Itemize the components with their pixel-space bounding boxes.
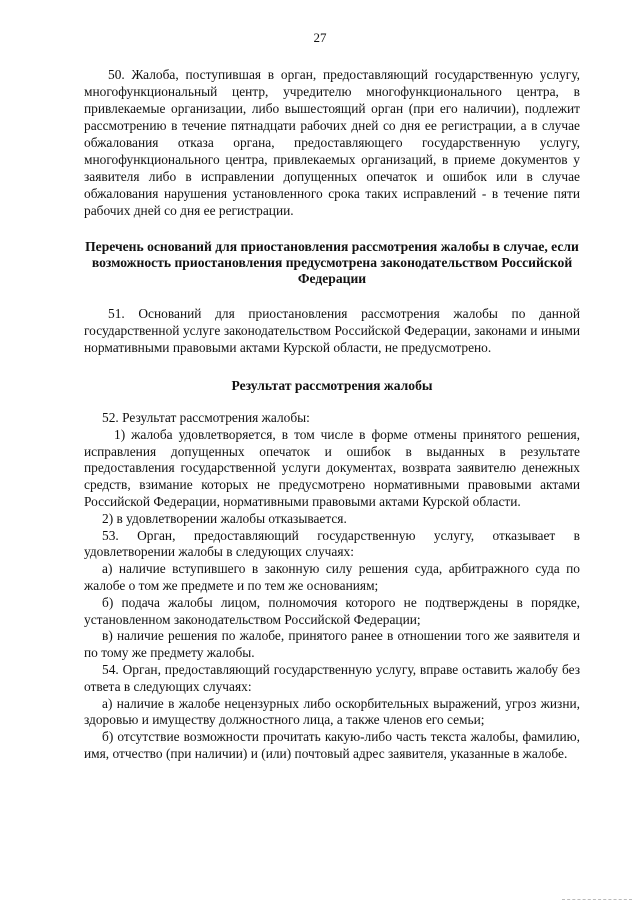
paragraph-52: 52. Результат рассмотрения жалобы: [102, 410, 310, 425]
paragraph-53-item-b: б) подача жалобы лицом, полномочия которого не подтверждены в порядке, установленном законодательством Российской Федерации; [84, 594, 580, 627]
paragraph-51: 51. Оснований для приостановления рассмотрения жалобы по данной государственной услуге законодательством Российской Федерации, законами и иными нормативными правовыми актами Курской области, не предусмотрено. [84, 306, 580, 355]
paragraph-53-item-c: в) наличие решения по жалобе, принятого ранее в отношении того же заявителя и по тому же предмету жалобы. [84, 628, 580, 661]
paragraph-52-item-2: 2) в удовлетворении жалобы отказывается. [102, 510, 347, 526]
heading-complaint-result: Результат рассмотрения жалобы [231, 378, 433, 393]
heading-suspension-grounds: Перечень оснований для приостановления рассмотрения жалобы в случае, если возможность приостановления предусмотрена законодательством Российской Федерации [85, 239, 579, 286]
paragraph-50: 50. Жалоба, поступившая в орган, предоставляющий государственную услугу, многофункциональный центр, учредителю многофункционального центра, в привлекаемые организации, либо вышестоящий орган (при его наличии), подлежит рассмотрению в течение пятнадцати рабочих дней со дня ее регистрации, а в случае обжалования отказа органа, предоставляющего государственную услугу, многофункционального центра, привлекаемых организаций, в приеме документов у заявителя либо в исправлении допущенных опечаток и ошибок или в случае обжалования нарушения установленного срока таких исправлений - в течение пяти рабочих дней со дня ее регистрации. [84, 67, 580, 218]
paragraph-53-item-a: а) наличие вступившего в законную силу решения суда, арбитражного суда по жалобе о том же предмете и по тем же основаниям; [84, 561, 580, 593]
paragraph-54: 54. Орган, предоставляющий государственную услугу, вправе оставить жалобу без ответа в следующих случаях: [84, 661, 580, 694]
paragraph-52-item-1: 1) жалоба удовлетворяется, в том числе в форме отмены принятого решения, исправления допущенных опечаток и ошибок в выданных в результате предоставления государственной услуги документах, возврата заявителю денежных средств, взимание которых не предусмотрено нормативными правовыми актами Российской Федерации, нормативными правовыми актами Курской области. [84, 426, 580, 509]
document-body [84, 66, 580, 763]
paragraph-54-item-b: б) отсутствие возможности прочитать какую-либо часть текста жалобы, фамилию, имя, отчество (при наличии) и (или) почтовый адрес заявителя, указанные в жалобе. [84, 729, 580, 761]
paragraph-53: 53. Орган, предоставляющий государственную услугу, отказывает в удовлетворении жалобы в следующих случаях: [84, 527, 580, 560]
page-number: 27 [313, 30, 327, 45]
paragraph-54-item-a: а) наличие в жалобе нецензурных либо оскорбительных выражений, угроз жизни, здоровью и имуществу должностного лица, а также членов его семьи; [84, 695, 580, 728]
scan-edge-mark [562, 899, 632, 901]
